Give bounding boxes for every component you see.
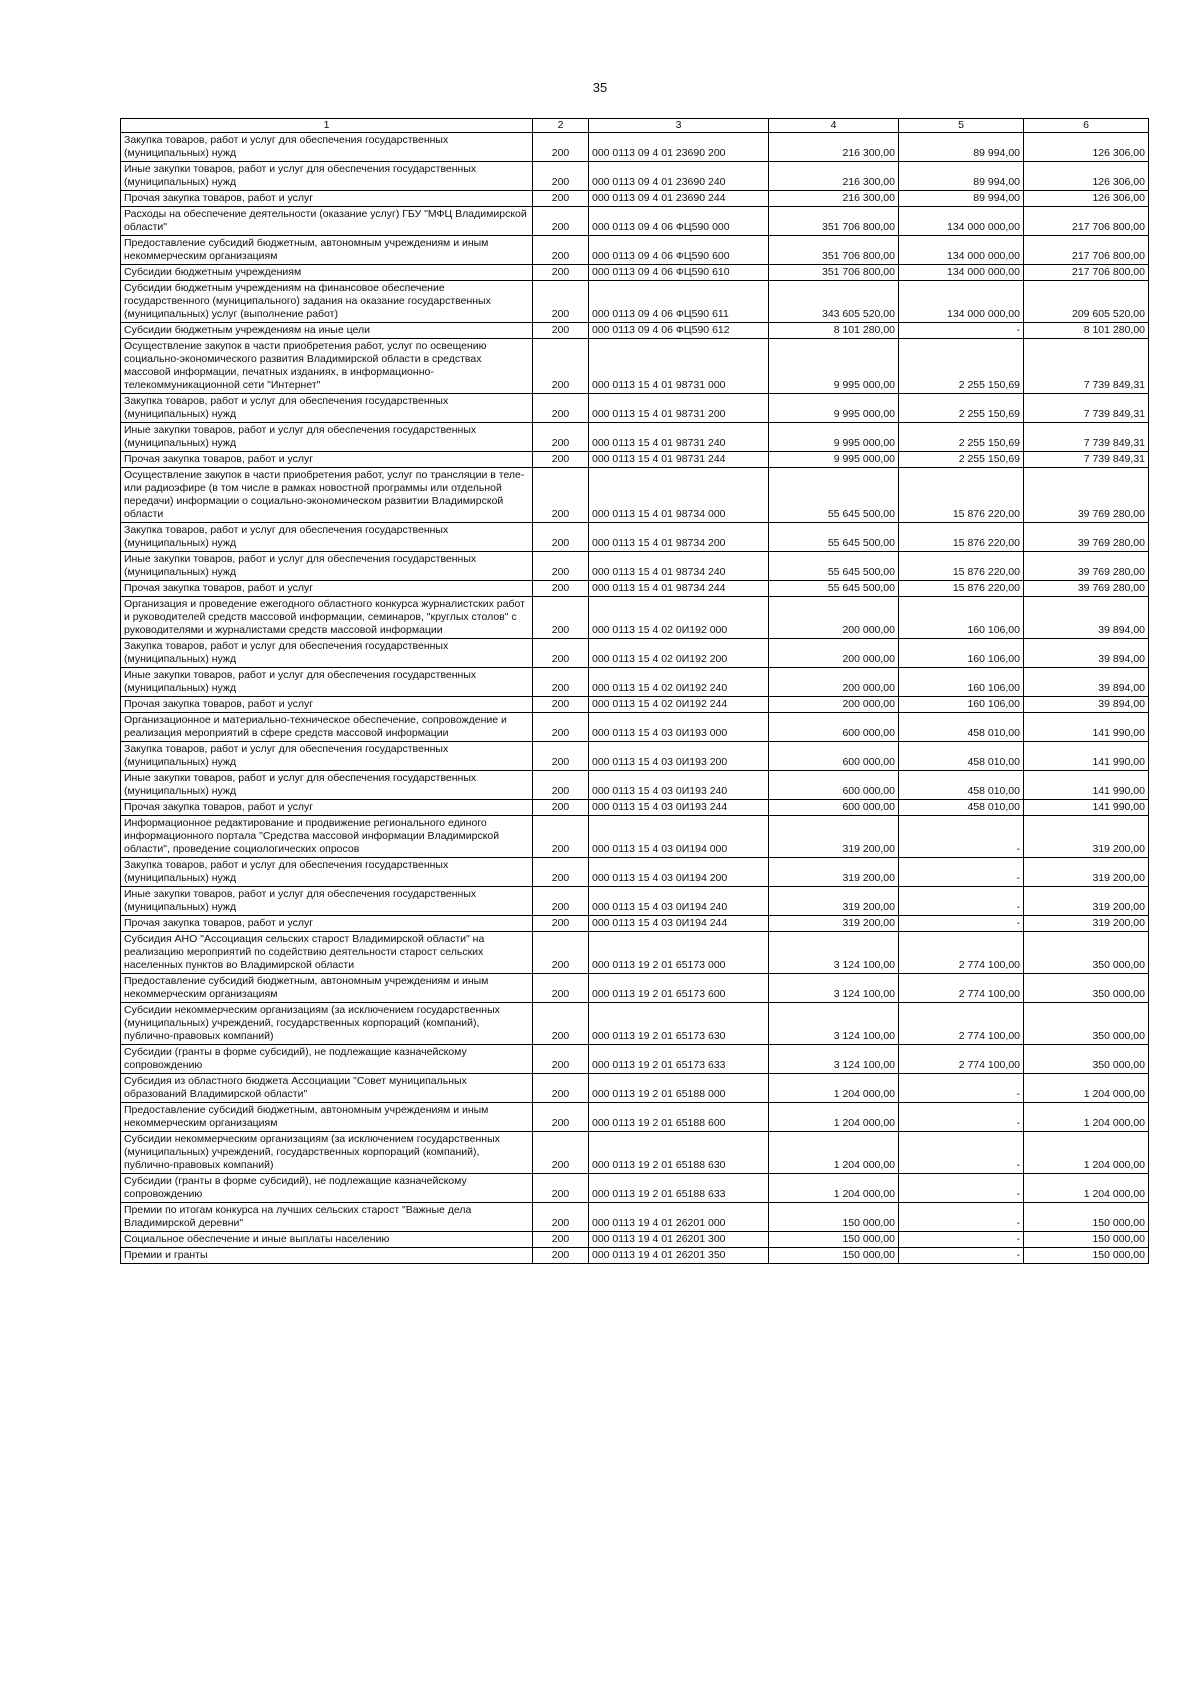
table-row (121, 236, 1149, 265)
executed-amount-cell: - (899, 916, 1024, 932)
budget-classification-code-cell: 000 0113 19 2 01 65188 630 (589, 1132, 769, 1174)
unexecuted-amount-cell: 126 306,00 (1024, 162, 1149, 191)
row-name-cell: Предоставление субсидий бюджетным, автономным учреждениям и иным некоммерческим организациям (121, 1103, 533, 1132)
executed-amount-cell: - (899, 887, 1024, 916)
row-name-cell: Субсидия из областного бюджета Ассоциации "Совет муниципальных образований Владимирской области" (121, 1074, 533, 1103)
budget-classification-code-cell: 000 0113 15 4 02 0И192 000 (589, 597, 769, 639)
admin-code-cell: 200 (533, 1045, 589, 1074)
table-row (121, 552, 1149, 581)
unexecuted-amount-cell: 350 000,00 (1024, 1045, 1149, 1074)
approved-amount-cell: 343 605 520,00 (769, 281, 899, 323)
row-name-cell: Прочая закупка товаров, работ и услуг (121, 800, 533, 816)
budget-classification-code-cell: 000 0113 09 4 06 ФЦ590 610 (589, 265, 769, 281)
table-row (121, 713, 1149, 742)
approved-amount-cell: 3 124 100,00 (769, 974, 899, 1003)
budget-classification-code-cell: 000 0113 15 4 01 98734 200 (589, 523, 769, 552)
row-name-cell: Прочая закупка товаров, работ и услуг (121, 581, 533, 597)
row-name-cell: Иные закупки товаров, работ и услуг для обеспечения государственных (муниципальных) нужд (121, 668, 533, 697)
budget-classification-code-cell: 000 0113 19 2 01 65173 630 (589, 1003, 769, 1045)
unexecuted-amount-cell: 217 706 800,00 (1024, 265, 1149, 281)
budget-classification-code-cell: 000 0113 19 4 01 26201 000 (589, 1203, 769, 1232)
table-row (121, 1232, 1149, 1248)
admin-code-cell: 200 (533, 339, 589, 394)
approved-amount-cell: 3 124 100,00 (769, 1003, 899, 1045)
unexecuted-amount-cell: 39 769 280,00 (1024, 523, 1149, 552)
executed-amount-cell: - (899, 1248, 1024, 1264)
row-name-cell: Закупка товаров, работ и услуг для обеспечения государственных (муниципальных) нужд (121, 133, 533, 162)
budget-classification-code-cell: 000 0113 19 4 01 26201 350 (589, 1248, 769, 1264)
table-row (121, 207, 1149, 236)
row-name-cell: Субсидии (гранты в форме субсидий), не подлежащие казначейскому сопровождению (121, 1174, 533, 1203)
row-name-cell: Закупка товаров, работ и услуг для обеспечения государственных (муниципальных) нужд (121, 394, 533, 423)
approved-amount-cell: 200 000,00 (769, 639, 899, 668)
table-body (121, 133, 1149, 1264)
approved-amount-cell: 319 200,00 (769, 887, 899, 916)
approved-amount-cell: 8 101 280,00 (769, 323, 899, 339)
table-row (121, 452, 1149, 468)
executed-amount-cell: 15 876 220,00 (899, 523, 1024, 552)
approved-amount-cell: 55 645 500,00 (769, 468, 899, 523)
admin-code-cell: 200 (533, 162, 589, 191)
approved-amount-cell: 150 000,00 (769, 1248, 899, 1264)
executed-amount-cell: 458 010,00 (899, 800, 1024, 816)
executed-amount-cell: 160 106,00 (899, 697, 1024, 713)
budget-classification-code-cell: 000 0113 15 4 01 98731 244 (589, 452, 769, 468)
column-header: 1 (121, 119, 533, 133)
row-name-cell: Закупка товаров, работ и услуг для обеспечения государственных (муниципальных) нужд (121, 523, 533, 552)
approved-amount-cell: 9 995 000,00 (769, 423, 899, 452)
row-name-cell: Субсидии бюджетным учреждениям на финансовое обеспечение государственного (муниципального) задания на оказание государственных (муниципальных) услуг (выполнение работ) (121, 281, 533, 323)
page-number: 35 (592, 80, 608, 95)
approved-amount-cell: 600 000,00 (769, 771, 899, 800)
row-name-cell: Прочая закупка товаров, работ и услуг (121, 452, 533, 468)
approved-amount-cell: 200 000,00 (769, 597, 899, 639)
table-row (121, 816, 1149, 858)
admin-code-cell: 200 (533, 697, 589, 713)
budget-classification-code-cell: 000 0113 09 4 06 ФЦ590 600 (589, 236, 769, 265)
approved-amount-cell: 600 000,00 (769, 713, 899, 742)
approved-amount-cell: 9 995 000,00 (769, 452, 899, 468)
budget-classification-code-cell: 000 0113 19 2 01 65173 600 (589, 974, 769, 1003)
column-number-row (121, 119, 1149, 133)
budget-classification-code-cell: 000 0113 15 4 01 98734 240 (589, 552, 769, 581)
admin-code-cell: 200 (533, 974, 589, 1003)
column-header: 3 (589, 119, 769, 133)
executed-amount-cell: 134 000 000,00 (899, 265, 1024, 281)
admin-code-cell: 200 (533, 581, 589, 597)
row-name-cell: Организация и проведение ежегодного областного конкурса журналистских работ и руководителей средств массовой информации, семинаров, "круглых столов" с руководителями и журналистами средств массовой информации (121, 597, 533, 639)
admin-code-cell: 200 (533, 668, 589, 697)
row-name-cell: Иные закупки товаров, работ и услуг для обеспечения государственных (муниципальных) нужд (121, 162, 533, 191)
approved-amount-cell: 150 000,00 (769, 1203, 899, 1232)
budget-classification-code-cell: 000 0113 15 4 03 0И194 000 (589, 816, 769, 858)
admin-code-cell: 200 (533, 1232, 589, 1248)
row-name-cell: Прочая закупка товаров, работ и услуг (121, 697, 533, 713)
column-header: 2 (533, 119, 589, 133)
unexecuted-amount-cell: 217 706 800,00 (1024, 207, 1149, 236)
budget-classification-code-cell: 000 0113 19 2 01 65188 600 (589, 1103, 769, 1132)
admin-code-cell: 200 (533, 1248, 589, 1264)
unexecuted-amount-cell: 141 990,00 (1024, 742, 1149, 771)
table-row (121, 916, 1149, 932)
unexecuted-amount-cell: 7 739 849,31 (1024, 423, 1149, 452)
row-name-cell: Предоставление субсидий бюджетным, автономным учреждениям и иным некоммерческим организациям (121, 236, 533, 265)
admin-code-cell: 200 (533, 281, 589, 323)
table-row (121, 742, 1149, 771)
executed-amount-cell: 2 774 100,00 (899, 974, 1024, 1003)
executed-amount-cell: - (899, 1174, 1024, 1203)
row-name-cell: Иные закупки товаров, работ и услуг для обеспечения государственных (муниципальных) нужд (121, 887, 533, 916)
budget-classification-code-cell: 000 0113 19 2 01 65173 633 (589, 1045, 769, 1074)
executed-amount-cell: 160 106,00 (899, 597, 1024, 639)
budget-classification-code-cell: 000 0113 15 4 02 0И192 244 (589, 697, 769, 713)
admin-code-cell: 200 (533, 452, 589, 468)
unexecuted-amount-cell: 150 000,00 (1024, 1203, 1149, 1232)
approved-amount-cell: 216 300,00 (769, 191, 899, 207)
executed-amount-cell: 134 000 000,00 (899, 281, 1024, 323)
admin-code-cell: 200 (533, 816, 589, 858)
budget-classification-code-cell: 000 0113 15 4 03 0И194 244 (589, 916, 769, 932)
row-name-cell: Закупка товаров, работ и услуг для обеспечения государственных (муниципальных) нужд (121, 639, 533, 668)
admin-code-cell: 200 (533, 552, 589, 581)
table-row (121, 339, 1149, 394)
table-row (121, 281, 1149, 323)
row-name-cell: Прочая закупка товаров, работ и услуг (121, 916, 533, 932)
row-name-cell: Субсидии бюджетным учреждениям (121, 265, 533, 281)
budget-classification-code-cell: 000 0113 09 4 06 ФЦ590 000 (589, 207, 769, 236)
executed-amount-cell: 2 255 150,69 (899, 339, 1024, 394)
row-name-cell: Закупка товаров, работ и услуг для обеспечения государственных (муниципальных) нужд (121, 858, 533, 887)
table-row (121, 162, 1149, 191)
row-name-cell: Организационное и материально-техническое обеспечение, сопровождение и реализация мероприятий в сфере средств массовой информации (121, 713, 533, 742)
executed-amount-cell: 2 774 100,00 (899, 1045, 1024, 1074)
admin-code-cell: 200 (533, 265, 589, 281)
budget-classification-code-cell: 000 0113 19 2 01 65173 000 (589, 932, 769, 974)
unexecuted-amount-cell: 7 739 849,31 (1024, 339, 1149, 394)
unexecuted-amount-cell: 141 990,00 (1024, 713, 1149, 742)
column-header: 5 (899, 119, 1024, 133)
unexecuted-amount-cell: 141 990,00 (1024, 771, 1149, 800)
executed-amount-cell: 2 255 150,69 (899, 452, 1024, 468)
unexecuted-amount-cell: 217 706 800,00 (1024, 236, 1149, 265)
admin-code-cell: 200 (533, 1074, 589, 1103)
admin-code-cell: 200 (533, 858, 589, 887)
table-row (121, 1103, 1149, 1132)
budget-classification-code-cell: 000 0113 15 4 03 0И193 200 (589, 742, 769, 771)
admin-code-cell: 200 (533, 133, 589, 162)
executed-amount-cell: 2 255 150,69 (899, 394, 1024, 423)
admin-code-cell: 200 (533, 932, 589, 974)
row-name-cell: Информационное редактирование и продвижение регионального единого информационного портала "Средства массовой информации Владимирской области", проведение социологических опросов (121, 816, 533, 858)
budget-classification-code-cell: 000 0113 15 4 02 0И192 240 (589, 668, 769, 697)
executed-amount-cell: 15 876 220,00 (899, 468, 1024, 523)
budget-classification-code-cell: 000 0113 15 4 01 98731 200 (589, 394, 769, 423)
approved-amount-cell: 216 300,00 (769, 133, 899, 162)
executed-amount-cell: 2 255 150,69 (899, 423, 1024, 452)
table-row (121, 697, 1149, 713)
executed-amount-cell: 134 000 000,00 (899, 236, 1024, 265)
budget-classification-code-cell: 000 0113 15 4 03 0И193 000 (589, 713, 769, 742)
budget-classification-code-cell: 000 0113 09 4 01 23690 240 (589, 162, 769, 191)
admin-code-cell: 200 (533, 468, 589, 523)
unexecuted-amount-cell: 1 204 000,00 (1024, 1103, 1149, 1132)
executed-amount-cell: 15 876 220,00 (899, 581, 1024, 597)
table-row (121, 800, 1149, 816)
table-row (121, 265, 1149, 281)
executed-amount-cell: - (899, 1203, 1024, 1232)
admin-code-cell: 200 (533, 394, 589, 423)
executed-amount-cell: 160 106,00 (899, 639, 1024, 668)
approved-amount-cell: 3 124 100,00 (769, 932, 899, 974)
row-name-cell: Премии по итогам конкурса на лучших сельских старост "Важные дела Владимирской деревни" (121, 1203, 533, 1232)
admin-code-cell: 200 (533, 887, 589, 916)
admin-code-cell: 200 (533, 236, 589, 265)
unexecuted-amount-cell: 7 739 849,31 (1024, 452, 1149, 468)
budget-classification-code-cell: 000 0113 09 4 06 ФЦ590 611 (589, 281, 769, 323)
unexecuted-amount-cell: 1 204 000,00 (1024, 1074, 1149, 1103)
approved-amount-cell: 600 000,00 (769, 742, 899, 771)
row-name-cell: Прочая закупка товаров, работ и услуг (121, 191, 533, 207)
approved-amount-cell: 351 706 800,00 (769, 207, 899, 236)
unexecuted-amount-cell: 209 605 520,00 (1024, 281, 1149, 323)
executed-amount-cell: 458 010,00 (899, 713, 1024, 742)
unexecuted-amount-cell: 8 101 280,00 (1024, 323, 1149, 339)
row-name-cell: Иные закупки товаров, работ и услуг для обеспечения государственных (муниципальных) нужд (121, 423, 533, 452)
unexecuted-amount-cell: 350 000,00 (1024, 974, 1149, 1003)
approved-amount-cell: 55 645 500,00 (769, 552, 899, 581)
executed-amount-cell: 134 000 000,00 (899, 207, 1024, 236)
admin-code-cell: 200 (533, 1132, 589, 1174)
budget-classification-code-cell: 000 0113 19 2 01 65188 633 (589, 1174, 769, 1203)
budget-classification-code-cell: 000 0113 09 4 01 23690 244 (589, 191, 769, 207)
table-row (121, 858, 1149, 887)
approved-amount-cell: 1 204 000,00 (769, 1103, 899, 1132)
row-name-cell: Субсидии (гранты в форме субсидий), не подлежащие казначейскому сопровождению (121, 1045, 533, 1074)
unexecuted-amount-cell: 126 306,00 (1024, 133, 1149, 162)
unexecuted-amount-cell: 141 990,00 (1024, 800, 1149, 816)
admin-code-cell: 200 (533, 800, 589, 816)
executed-amount-cell: - (899, 1232, 1024, 1248)
admin-code-cell: 200 (533, 742, 589, 771)
executed-amount-cell: 89 994,00 (899, 162, 1024, 191)
executed-amount-cell: - (899, 816, 1024, 858)
row-name-cell: Субсидии некоммерческим организациям (за исключением государственных (муниципальных) учреждений, государственных корпораций (компаний), публично-правовых компаний) (121, 1003, 533, 1045)
row-name-cell: Субсидии некоммерческим организациям (за исключением государственных (муниципальных) учреждений, государственных корпораций (компаний), публично-правовых компаний) (121, 1132, 533, 1174)
unexecuted-amount-cell: 350 000,00 (1024, 932, 1149, 974)
table-row (121, 1203, 1149, 1232)
budget-classification-code-cell: 000 0113 15 4 03 0И194 240 (589, 887, 769, 916)
executed-amount-cell: 2 774 100,00 (899, 1003, 1024, 1045)
unexecuted-amount-cell: 39 894,00 (1024, 697, 1149, 713)
table-row (121, 974, 1149, 1003)
budget-classification-code-cell: 000 0113 15 4 03 0И194 200 (589, 858, 769, 887)
unexecuted-amount-cell: 319 200,00 (1024, 887, 1149, 916)
row-name-cell: Расходы на обеспечение деятельности (оказание услуг) ГБУ "МФЦ Владимирской области" (121, 207, 533, 236)
approved-amount-cell: 351 706 800,00 (769, 236, 899, 265)
approved-amount-cell: 600 000,00 (769, 800, 899, 816)
row-name-cell: Субсидии бюджетным учреждениям на иные цели (121, 323, 533, 339)
executed-amount-cell: 89 994,00 (899, 133, 1024, 162)
budget-classification-code-cell: 000 0113 15 4 01 98731 000 (589, 339, 769, 394)
table-row (121, 932, 1149, 974)
approved-amount-cell: 319 200,00 (769, 916, 899, 932)
executed-amount-cell: 89 994,00 (899, 191, 1024, 207)
row-name-cell: Субсидия АНО "Ассоциация сельских старост Владимирской области" на реализацию мероприятий по содействию деятельности старост сельских населенных пунктов во Владимирской области (121, 932, 533, 974)
table-row (121, 133, 1149, 162)
table-row (121, 523, 1149, 552)
budget-classification-code-cell: 000 0113 15 4 01 98731 240 (589, 423, 769, 452)
table-row (121, 1248, 1149, 1264)
table-row (121, 887, 1149, 916)
unexecuted-amount-cell: 39 894,00 (1024, 639, 1149, 668)
column-header: 4 (769, 119, 899, 133)
row-name-cell: Социальное обеспечение и иные выплаты населению (121, 1232, 533, 1248)
admin-code-cell: 200 (533, 597, 589, 639)
unexecuted-amount-cell: 350 000,00 (1024, 1003, 1149, 1045)
table-row (121, 468, 1149, 523)
approved-amount-cell: 319 200,00 (769, 858, 899, 887)
executed-amount-cell: 160 106,00 (899, 668, 1024, 697)
admin-code-cell: 200 (533, 1174, 589, 1203)
column-header: 6 (1024, 119, 1149, 133)
approved-amount-cell: 216 300,00 (769, 162, 899, 191)
admin-code-cell: 200 (533, 713, 589, 742)
approved-amount-cell: 9 995 000,00 (769, 339, 899, 394)
budget-classification-code-cell: 000 0113 19 2 01 65188 000 (589, 1074, 769, 1103)
approved-amount-cell: 3 124 100,00 (769, 1045, 899, 1074)
unexecuted-amount-cell: 39 894,00 (1024, 597, 1149, 639)
admin-code-cell: 200 (533, 1103, 589, 1132)
budget-classification-code-cell: 000 0113 15 4 02 0И192 200 (589, 639, 769, 668)
executed-amount-cell: 2 774 100,00 (899, 932, 1024, 974)
table-row (121, 1045, 1149, 1074)
budget-classification-code-cell: 000 0113 15 4 01 98734 000 (589, 468, 769, 523)
admin-code-cell: 200 (533, 1203, 589, 1232)
executed-amount-cell: - (899, 858, 1024, 887)
unexecuted-amount-cell: 126 306,00 (1024, 191, 1149, 207)
unexecuted-amount-cell: 39 769 280,00 (1024, 581, 1149, 597)
admin-code-cell: 200 (533, 1003, 589, 1045)
row-name-cell: Иные закупки товаров, работ и услуг для обеспечения государственных (муниципальных) нужд (121, 771, 533, 800)
approved-amount-cell: 1 204 000,00 (769, 1132, 899, 1174)
approved-amount-cell: 1 204 000,00 (769, 1074, 899, 1103)
unexecuted-amount-cell: 319 200,00 (1024, 816, 1149, 858)
unexecuted-amount-cell: 319 200,00 (1024, 858, 1149, 887)
unexecuted-amount-cell: 39 769 280,00 (1024, 552, 1149, 581)
executed-amount-cell: 458 010,00 (899, 771, 1024, 800)
executed-amount-cell: - (899, 1103, 1024, 1132)
executed-amount-cell: 458 010,00 (899, 742, 1024, 771)
row-name-cell: Осуществление закупок в части приобретения работ, услуг по освещению социально-экономического развития Владимирской области в средствах массовой информации, печатных изданиях, в информационно-телекоммуникационной сети "Интернет" (121, 339, 533, 394)
budget-classification-code-cell: 000 0113 15 4 01 98734 244 (589, 581, 769, 597)
executed-amount-cell: - (899, 1074, 1024, 1103)
admin-code-cell: 200 (533, 423, 589, 452)
unexecuted-amount-cell: 7 739 849,31 (1024, 394, 1149, 423)
table-row (121, 191, 1149, 207)
admin-code-cell: 200 (533, 207, 589, 236)
table-row (121, 771, 1149, 800)
unexecuted-amount-cell: 1 204 000,00 (1024, 1132, 1149, 1174)
admin-code-cell: 200 (533, 639, 589, 668)
approved-amount-cell: 200 000,00 (769, 697, 899, 713)
approved-amount-cell: 1 204 000,00 (769, 1174, 899, 1203)
unexecuted-amount-cell: 150 000,00 (1024, 1248, 1149, 1264)
admin-code-cell: 200 (533, 191, 589, 207)
table-row (121, 1003, 1149, 1045)
table-row (121, 639, 1149, 668)
table-row (121, 394, 1149, 423)
approved-amount-cell: 319 200,00 (769, 816, 899, 858)
table-row (121, 1074, 1149, 1103)
row-name-cell: Предоставление субсидий бюджетным, автономным учреждениям и иным некоммерческим организациям (121, 974, 533, 1003)
table-row (121, 1174, 1149, 1203)
unexecuted-amount-cell: 319 200,00 (1024, 916, 1149, 932)
approved-amount-cell: 55 645 500,00 (769, 523, 899, 552)
row-name-cell: Премии и гранты (121, 1248, 533, 1264)
budget-classification-code-cell: 000 0113 09 4 06 ФЦ590 612 (589, 323, 769, 339)
budget-classification-code-cell: 000 0113 09 4 01 23690 200 (589, 133, 769, 162)
admin-code-cell: 200 (533, 916, 589, 932)
unexecuted-amount-cell: 39 769 280,00 (1024, 468, 1149, 523)
executed-amount-cell: 15 876 220,00 (899, 552, 1024, 581)
admin-code-cell: 200 (533, 771, 589, 800)
approved-amount-cell: 150 000,00 (769, 1232, 899, 1248)
row-name-cell: Осуществление закупок в части приобретения работ, услуг по трансляции в теле- или радиоэфире (в том числе в рамках новостной программы или отдельной передачи) информации о социально-экономическом развитии Владимирской области (121, 468, 533, 523)
row-name-cell: Иные закупки товаров, работ и услуг для обеспечения государственных (муниципальных) нужд (121, 552, 533, 581)
unexecuted-amount-cell: 150 000,00 (1024, 1232, 1149, 1248)
table-row (121, 1132, 1149, 1174)
admin-code-cell: 200 (533, 323, 589, 339)
unexecuted-amount-cell: 1 204 000,00 (1024, 1174, 1149, 1203)
table-row (121, 323, 1149, 339)
approved-amount-cell: 9 995 000,00 (769, 394, 899, 423)
approved-amount-cell: 55 645 500,00 (769, 581, 899, 597)
approved-amount-cell: 351 706 800,00 (769, 265, 899, 281)
executed-amount-cell: - (899, 323, 1024, 339)
table-row (121, 423, 1149, 452)
unexecuted-amount-cell: 39 894,00 (1024, 668, 1149, 697)
row-name-cell: Закупка товаров, работ и услуг для обеспечения государственных (муниципальных) нужд (121, 742, 533, 771)
admin-code-cell: 200 (533, 523, 589, 552)
budget-classification-code-cell: 000 0113 19 4 01 26201 300 (589, 1232, 769, 1248)
approved-amount-cell: 200 000,00 (769, 668, 899, 697)
budget-execution-table (120, 118, 1149, 1264)
budget-classification-code-cell: 000 0113 15 4 03 0И193 240 (589, 771, 769, 800)
table-row (121, 668, 1149, 697)
executed-amount-cell: - (899, 1132, 1024, 1174)
budget-classification-code-cell: 000 0113 15 4 03 0И193 244 (589, 800, 769, 816)
table-row (121, 597, 1149, 639)
table-row (121, 581, 1149, 597)
